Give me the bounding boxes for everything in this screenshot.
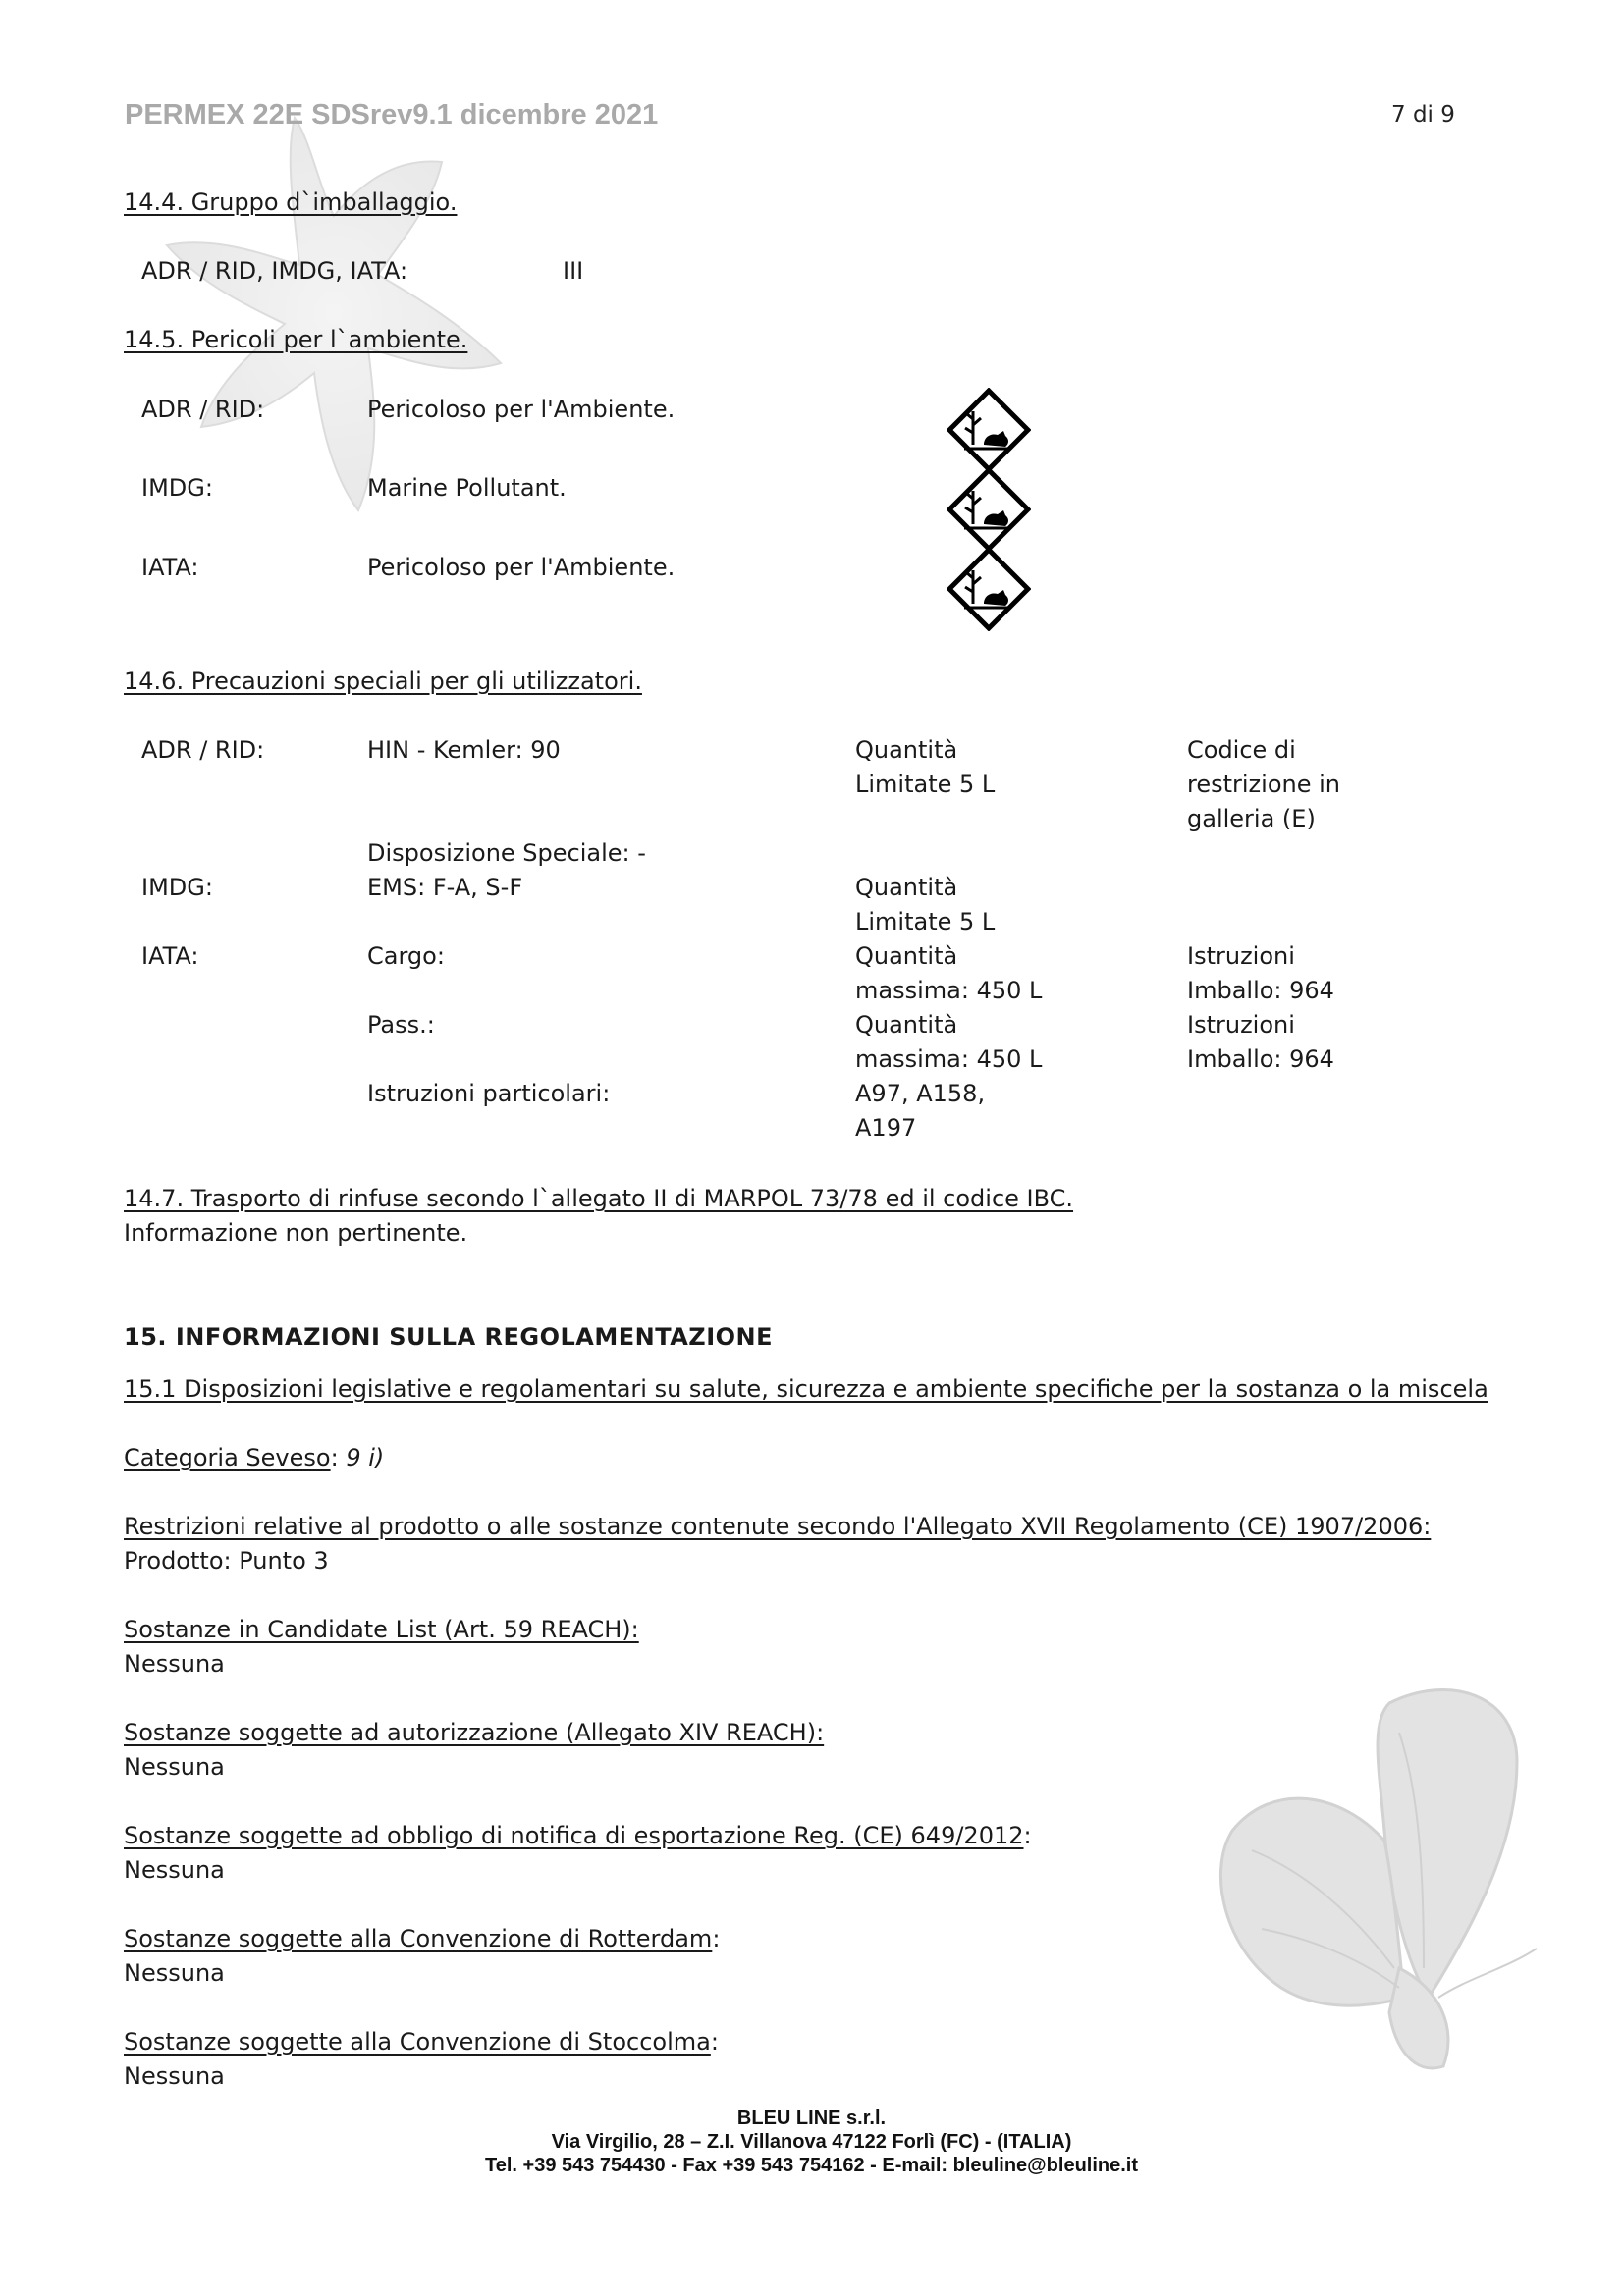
- iata-pass-instr-line2: Imballo: 964: [1187, 1045, 1334, 1073]
- stockholm-line: [124, 2025, 719, 2059]
- iata-cargo-qty-line1: Quantità: [855, 942, 958, 970]
- s145-row-value: Pericoloso per l'Ambiente.: [367, 554, 676, 581]
- stockholm-colon: :: [710, 2028, 719, 2056]
- rotterdam-value: Nessuna: [124, 1959, 225, 1987]
- iata-pass-instr-line1: Istruzioni: [1187, 1011, 1295, 1039]
- iata-pass-qty-line1: Quantità: [855, 1011, 958, 1039]
- authorization-value: Nessuna: [124, 1753, 225, 1781]
- starfish-watermark-icon: [147, 98, 540, 520]
- document-title: PERMEX 22E SDSrev9.1 dicembre 2021: [125, 99, 659, 131]
- s145-row-label: ADR / RID:: [141, 396, 265, 423]
- restrictions-label: Restrizioni relative al prodotto o alle sostanze contenute secondo l'Allegato XVII Regolamento (CE) 1907/2006:: [124, 1513, 1432, 1540]
- s144-label: ADR / RID, IMDG, IATA:: [141, 257, 408, 285]
- iata-cargo: Cargo:: [367, 942, 445, 970]
- seveso-label: Categoria Seveso: [124, 1444, 331, 1471]
- section-15-1-heading: 15.1 Disposizioni legislative e regolamentari su salute, sicurezza e ambiente specifiche per la sostanza o la miscela: [124, 1375, 1488, 1403]
- export-value: Nessuna: [124, 1856, 225, 1884]
- footer-company: BLEU LINE s.r.l.: [736, 2108, 887, 2129]
- s145-row-value: Pericoloso per l'Ambiente.: [367, 396, 676, 423]
- environment-hazard-icon: [947, 467, 1031, 552]
- section-14-7-text: Informazione non pertinente.: [124, 1219, 468, 1247]
- section-14-6-heading: 14.6. Precauzioni speciali per gli utilizzatori.: [124, 667, 642, 695]
- iata-particular-line2: A197: [855, 1114, 917, 1142]
- iata-cargo-qty-line2: massima: 450 L: [855, 977, 1043, 1004]
- export-colon: :: [1023, 1822, 1032, 1849]
- rotterdam-label: Sostanze soggette alla Convenzione di Rotterdam: [124, 1925, 713, 1952]
- s144-value: III: [563, 257, 584, 285]
- authorization-label: Sostanze soggette ad autorizzazione (Allegato XIV REACH):: [124, 1719, 825, 1746]
- environment-hazard-icon: [947, 547, 1031, 631]
- imdg-label: IMDG:: [141, 874, 213, 901]
- environment-hazard-icon: [947, 388, 1031, 472]
- adr-quantity-line2: Limitate 5 L: [855, 771, 996, 798]
- adr-tunnel-line1: Codice di: [1187, 736, 1296, 764]
- iata-particular-label: Istruzioni particolari:: [367, 1080, 611, 1107]
- s145-row-value: Marine Pollutant.: [367, 474, 567, 502]
- s145-row-label: IMDG:: [141, 474, 213, 502]
- butterfly-watermark-icon: [1193, 1674, 1566, 2096]
- adr-special-provision: Disposizione Speciale: -: [367, 839, 646, 867]
- section-14-5-heading: 14.5. Pericoli per l`ambiente.: [124, 326, 468, 353]
- export-line: [124, 1819, 1032, 1853]
- page-number: 7 di 9: [1391, 102, 1455, 128]
- export-label: Sostanze soggette ad obbligo di notifica di esportazione Reg. (CE) 649/2012: [124, 1822, 1024, 1849]
- stockholm-label: Sostanze soggette alla Convenzione di Stoccolma: [124, 2028, 711, 2056]
- iata-particular-line1: A97, A158,: [855, 1080, 986, 1107]
- adr-quantity-line1: Quantità: [855, 736, 958, 764]
- iata-label: IATA:: [141, 942, 199, 970]
- adr-hin: HIN - Kemler: 90: [367, 736, 561, 764]
- iata-pass: Pass.:: [367, 1011, 435, 1039]
- candidate-list-label: Sostanze in Candidate List (Art. 59 REACH):: [124, 1616, 639, 1643]
- rotterdam-colon: :: [712, 1925, 721, 1952]
- iata-pass-qty-line2: massima: 450 L: [855, 1045, 1043, 1073]
- footer-address: Via Virgilio, 28 – Z.I. Villanova 47122 Forlì (FC) - (ITALIA): [551, 2131, 1072, 2153]
- footer-contacts: Tel. +39 543 754430 - Fax +39 543 754162 - E-mail: bleuline@bleuline.it: [484, 2155, 1139, 2176]
- adr-tunnel-line3: galleria (E): [1187, 805, 1316, 832]
- rotterdam-line: [124, 1922, 720, 1956]
- restrictions-value: Prodotto: Punto 3: [124, 1547, 329, 1575]
- iata-cargo-instr-line2: Imballo: 964: [1187, 977, 1334, 1004]
- adr-tunnel-line2: restrizione in: [1187, 771, 1340, 798]
- section-14-4-heading: 14.4. Gruppo d`imballaggio.: [124, 188, 458, 216]
- section-15-heading: 15. INFORMAZIONI SULLA REGOLAMENTAZIONE: [124, 1323, 774, 1351]
- imdg-quantity-line1: Quantità: [855, 874, 958, 901]
- stockholm-value: Nessuna: [124, 2062, 225, 2090]
- seveso-colon: :: [330, 1444, 339, 1471]
- seveso-value: 9 i): [346, 1444, 385, 1471]
- imdg-ems: EMS: F-A, S-F: [367, 874, 523, 901]
- imdg-quantity-line2: Limitate 5 L: [855, 908, 996, 935]
- section-14-7-heading: 14.7. Trasporto di rinfuse secondo l`allegato II di MARPOL 73/78 ed il codice IBC.: [124, 1185, 1074, 1212]
- iata-cargo-instr-line1: Istruzioni: [1187, 942, 1295, 970]
- s145-row-label: IATA:: [141, 554, 199, 581]
- adr-label: ADR / RID:: [141, 736, 265, 764]
- candidate-list-value: Nessuna: [124, 1650, 225, 1678]
- seveso-line: [124, 1441, 384, 1475]
